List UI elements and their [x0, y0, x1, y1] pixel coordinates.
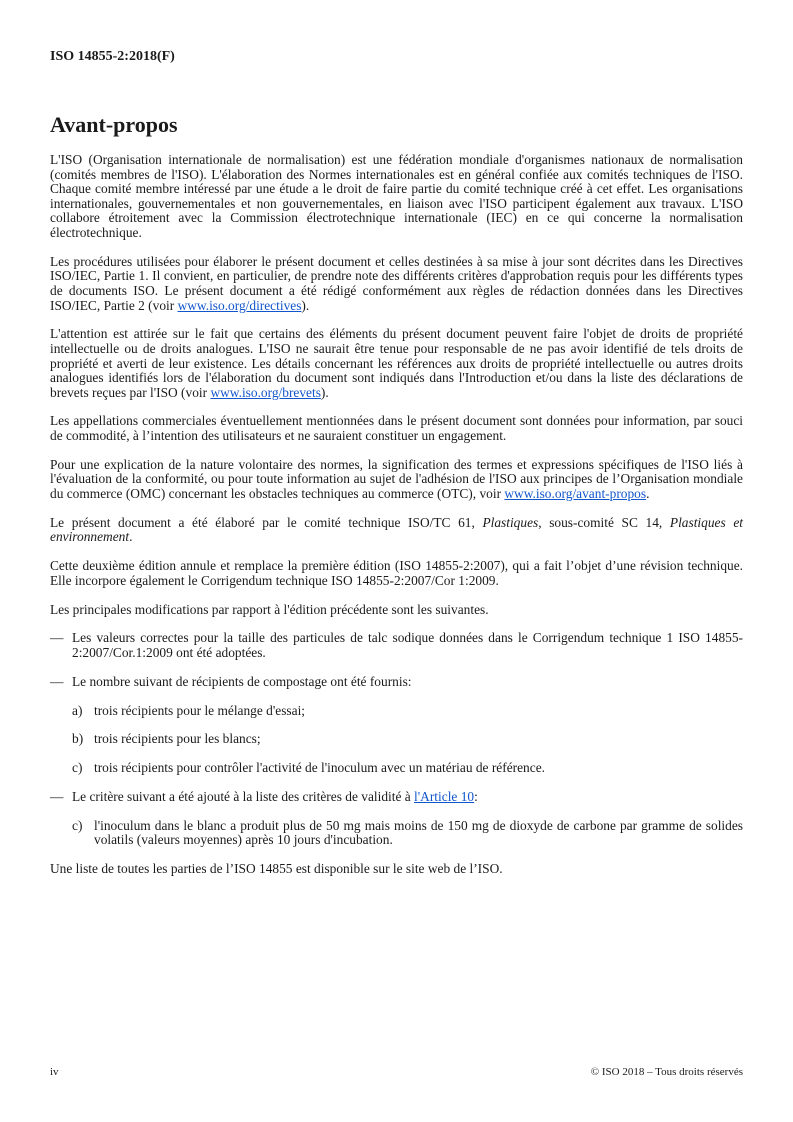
- paragraph-text: Les procédures utilisées pour élaborer le présent document et celles destinées à sa mise à jour sont décrites dans les Directives ISO/IEC, Partie 1. Il convient, en particulier, de prendre note des différents critères d'approbation requis pour les différents types de documents ISO. Le présent document a été rédigé conformément aux règles de rédaction données dans les Directives ISO/IEC, Partie 2 (voir: [50, 253, 743, 313]
- dash-marker: —: [50, 630, 64, 646]
- subcommittee-name: Plastiques et environnement: [50, 514, 743, 545]
- avant-propos-link[interactable]: www.iso.org/avant-propos: [504, 486, 647, 502]
- list-item: [50, 675, 743, 690]
- brevets-link[interactable]: www.iso.org/brevets: [210, 384, 321, 400]
- list-marker: b): [72, 731, 84, 747]
- paragraph-text: L'attention est attirée sur le fait que certains des éléments du présent document peuvent faire l'objet de droits de propriété intellectuelle ou de droits analogues. L'ISO ne saurait être tenue pour responsable de ne pas avoir identifié de tels droits de propriété et averti de leur existence. Les détails concernant les références aux droits de propriété intellectuelle ou autres droits analogues identifiés lors de l'élaboration du document sont indiqués dans l'Introduction et/ou dans la liste des déclarations de brevets reçues par l'ISO (voir: [50, 326, 743, 400]
- list-item-text: Les valeurs correctes pour la taille des particules de talc sodique données dans le Corrigendum technique 1 ISO 14855-2:2007/Cor.1:2009 ont été adoptées.: [72, 630, 743, 660]
- paragraph: [50, 516, 743, 545]
- list-marker: c): [72, 817, 83, 833]
- document-body: [50, 153, 743, 891]
- paragraph-text: Pour une explication de la nature volontaire des normes, la signification des termes et expressions spécifiques de l'ISO liés à l'évaluation de la conformité, ou pour toute information au sujet de l'adhésion de l'ISO aux principes de l’Organisation mondiale du commerce (OMC) concernant les obstacles techniques au commerce (OTC), voir: [50, 456, 743, 502]
- list-item: [50, 790, 743, 805]
- copyright: © ISO 2018 – Tous droits réservés: [590, 1066, 743, 1078]
- list-item-text: trois récipients pour le mélange d'essai;: [94, 702, 306, 718]
- paragraph: [50, 458, 743, 502]
- list-item: [50, 631, 743, 660]
- page-number: iv: [50, 1066, 59, 1078]
- paragraph-text: ).: [301, 297, 310, 313]
- paragraph: [50, 255, 743, 313]
- paragraph-text: Le critère suivant a été ajouté à la liste des critères de validité à: [72, 788, 415, 804]
- document-header: ISO 14855-2:2018(F): [50, 49, 175, 64]
- list-item-text: l'inoculum dans le blanc a produit plus de 50 mg mais moins de 150 mg de dioxyde de carbone par gramme de solides volatils (valeurs moyennes) après 10 jours d'incubation.: [94, 817, 743, 848]
- article-10-link[interactable]: l'Article 10: [414, 788, 475, 804]
- sub-list-item: [72, 819, 743, 848]
- sub-list-item: [72, 732, 743, 747]
- paragraph-text: :: [474, 788, 478, 804]
- list-item-text: trois récipients pour les blancs;: [94, 731, 261, 747]
- list-item-text: Le nombre suivant de récipients de compostage ont été fournis:: [72, 673, 412, 689]
- paragraph: L'ISO (Organisation internationale de normalisation) est une fédération mondiale d'organismes nationaux de normalisation (comités membres de l'ISO). L'élaboration des Normes internationales est en général confiée aux comités techniques de l'ISO. Chaque comité membre intéressé par une étude a le droit de faire partie du comité technique créé à cet effet. Les organisations internationales, gouvernementales et non gouvernementales, en liaison avec l'ISO participent également aux travaux. L'ISO collabore étroitement avec la Commission électrotechnique internationale (IEC) en ce qui concerne la normalisation électrotechnique.: [50, 152, 743, 240]
- committee-name: Plastiques: [482, 514, 539, 530]
- paragraph: Cette deuxième édition annule et remplace la première édition (ISO 14855-2:2007), qui a fait l’objet d’une révision technique. Elle incorpore également le Corrigendum technique ISO 14855-2:2007/Cor 1:2009.: [50, 558, 743, 588]
- paragraph: Les appellations commerciales éventuellement mentionnées dans le présent document sont données pour information, par souci de commodité, à l’intention des utilisateurs et ne sauraient constituer un engagement.: [50, 413, 743, 444]
- list-marker: a): [72, 702, 83, 718]
- paragraph-text: Le présent document a été élaboré par le comité technique ISO/TC 61,: [50, 514, 483, 530]
- sub-list-item: [72, 761, 743, 776]
- list-item-text: trois récipients pour contrôler l'activité de l'inoculum avec un matériau de référence.: [94, 760, 545, 776]
- paragraph-text: .: [646, 486, 650, 502]
- directives-link[interactable]: www.iso.org/directives: [177, 297, 302, 313]
- paragraph-text: .: [129, 529, 133, 545]
- sub-list-item: [72, 704, 743, 719]
- dash-marker: —: [50, 788, 64, 804]
- paragraph: [50, 327, 743, 400]
- paragraph-text: ).: [320, 384, 329, 400]
- paragraph-text: , sous-comité SC 14,: [538, 514, 670, 530]
- dash-marker: —: [50, 673, 64, 689]
- list-item-text: [72, 790, 743, 805]
- paragraph: Les principales modifications par rapport à l'édition précédente sont les suivantes.: [50, 601, 489, 617]
- list-marker: c): [72, 760, 83, 776]
- page-title: Avant-propos: [50, 112, 178, 137]
- paragraph: Une liste de toutes les parties de l’ISO 14855 est disponible sur le site web de l’ISO.: [50, 861, 503, 876]
